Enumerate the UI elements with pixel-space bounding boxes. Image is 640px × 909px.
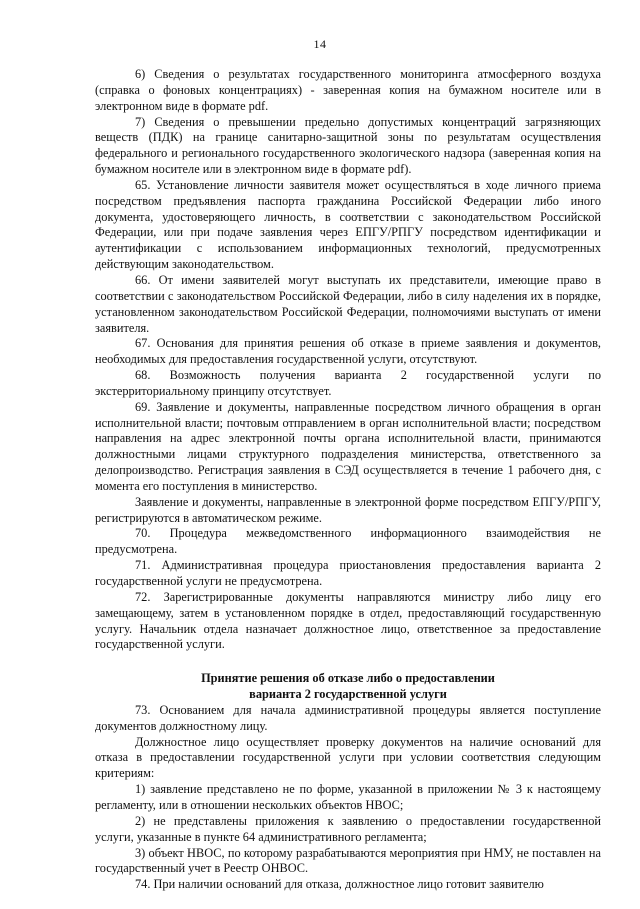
paragraph-68: 68. Возможность получения варианта 2 государственной услуги по экстерриториальному принципу отсутствует.: [95, 368, 601, 398]
paragraph-73: 73. Основанием для начала административной процедуры является поступление документов должностному лицу.: [95, 702, 601, 733]
document-body: [95, 67, 601, 893]
paragraph-73-check: Должностное лицо осуществляет проверку документов на наличие оснований для отказа в предоставлении государственной услуги при условии соответствия следующим критериям:: [95, 734, 601, 781]
paragraph-item-6: 6) Сведения о результатах государственного мониторинга атмосферного воздуха (справка о фоновых концентрациях) - заверенная копия на бумажном носителе или в электронном виде в формате pdf.: [95, 67, 601, 113]
paragraph-66: 66. От имени заявителей могут выступать их представители, имеющие право в соответствии с законодательством Российской Федерации, либо в силу наделения их в порядке, установленном законодательством Российской Федерации, полномочиями выступать от имени заявителя.: [95, 272, 601, 335]
paragraph-72: 72. Зарегистрированные документы направляются министру либо лицу его замещающему, затем в установленном порядке в отдел, предоставляющий государственную услугу. Начальник отдела назначает должностное лицо, ответственное за предоставление государственной услуги.: [95, 589, 601, 652]
criterion-3: 3) объект НВОС, по которому разрабатываются мероприятия при НМУ, не поставлен на государственный учет в Реестр ОНВОС.: [95, 845, 601, 876]
paragraph-69: 69. Заявление и документы, направленные посредством личного обращения в орган исполнительной власти; почтовым отправлением в орган исполнительной власти; посредством направления на адрес электронной почты органа исполнительной власти, принимаются должностными лицами структурного подразделения министерства, ответственного за делопроизводство. Регистрация заявления в СЭД осуществляется в течение 1 рабочего дня, с момента его поступления в министерство.: [95, 399, 601, 493]
paragraph-71: 71. Административная процедура приостановления предоставления варианта 2 государственной услуги не предусмотрена.: [95, 558, 601, 588]
criterion-1: 1) заявление представлено не по форме, указанной в приложении № 3 к настоящему регламенту, или в отношении нескольких объектов НВОС;: [95, 782, 601, 812]
paragraph-70: 70. Процедура межведомственного информационного взаимодействия не предусмотрена.: [95, 526, 601, 557]
section-heading: [95, 671, 601, 703]
paragraph-67: 67. Основания для принятия решения об отказе в приеме заявления и документов, необходимых для предоставления государственной услуги, отсутствуют.: [95, 336, 601, 367]
criterion-2: 2) не представлены приложения к заявлению о предоставлении государственной услуги, указанные в пункте 64 административного регламента;: [95, 813, 601, 844]
paragraph-74: 74. При наличии оснований для отказа, должностное лицо готовит заявителю: [135, 877, 544, 892]
section-heading-line-1: Принятие решения об отказе либо о предоставлении: [201, 671, 495, 686]
paragraph-item-7: 7) Сведения о превышении предельно допустимых концентраций загрязняющих веществ (ПДК) на границе санитарно-защитной зоны по результатам осуществления федерального и регионального государственного экологического надзора (заверенная копия на бумажном носителе или в электронном виде в формате pdf).: [95, 114, 601, 177]
section-heading-line-2: варианта 2 государственной услуги: [249, 687, 447, 702]
paragraph-65: 65. Установление личности заявителя может осуществляться в ходе личного приема посредством предъявления паспорта гражданина Российской Федерации либо иного документа, удостоверяющего личность, в соответствии с законодательством Российской Федерации, или при подаче заявления через ЕПГУ/РПГУ посредством идентификации и аутентификации с использованием информационных технологий, предусмотренных действующим законодательством.: [95, 177, 601, 272]
paragraph-69-electronic: Заявление и документы, направленные в электронной форме посредством ЕПГУ/РПГУ, регистрируются в автоматическом режиме.: [95, 494, 601, 525]
page-number: 14: [313, 37, 327, 51]
